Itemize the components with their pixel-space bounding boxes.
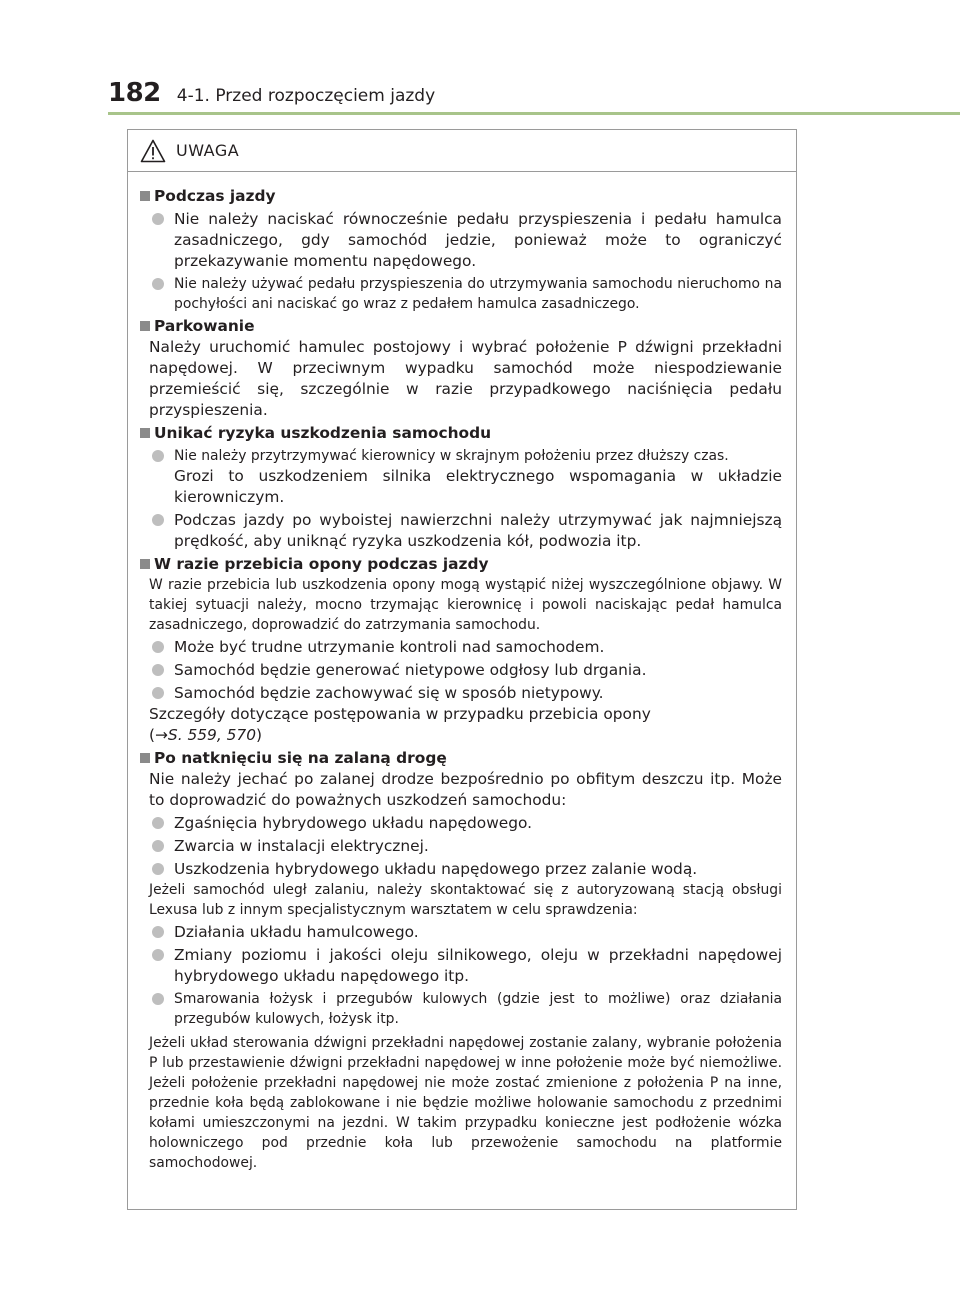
section-heading: Parkowanie (140, 316, 782, 337)
warning-header (128, 130, 796, 172)
paragraph: W razie przebicia lub uszkodzenia opony mogą wystąpić niżej wyszczególnione objawy. W takiej sytuacji należy, mocno trzymając kierownicę i powoli naciskając pedał hamulca zasadniczego, doprowadzić do zatrzymania samochodu. (149, 577, 782, 633)
bullet-item: Podczas jazdy po wyboistej nawierzchni należy utrzymywać jak najmniejszą prędkość, aby uniknąć ryzyka uszkodzenia kół, podwozia itp. (140, 510, 782, 552)
warning-content (140, 184, 782, 1173)
section-heading: Podczas jazdy (140, 186, 782, 207)
bullet-continuation: Grozi to uszkodzeniem silnika elektrycznego wspomagania w układzie kierowniczym. (174, 467, 782, 506)
bullet-item: Zwarcia w instalacji elektrycznej. (140, 836, 782, 857)
ref-open: ( (149, 726, 156, 744)
arrow-icon: → (155, 726, 168, 744)
bullet-item: Nie należy przytrzymywać kierownicy w skrajnym położeniu przez dłuższy czas. (140, 446, 782, 466)
warning-box (127, 129, 797, 1210)
paragraph: Należy uruchomić hamulec postojowy i wybrać położenie P dźwigni przekładni napędowej. W przeciwnym wypadku samochód może niespodziewanie przemieścić się, szczególnie w razie przypadkowego naciśnięcia pedału przyspieszenia. (149, 338, 782, 419)
paragraph: Nie należy jechać po zalanej drodze bezpośrednio po obfitym deszczu itp. Może to doprowadzić do poważnych uszkodzeń samochodu: (149, 770, 782, 809)
bullet-item: Samochód będzie generować nietypowe odgłosy lub drgania. (140, 660, 782, 681)
bullet-item: Nie należy naciskać równocześnie pedału przyspieszenia i pedału hamulca zasadniczego, gdy samochód jedzie, ponieważ może to ograniczyć przekazywanie momentu napędowego. (140, 209, 782, 272)
header-divider (108, 112, 960, 115)
warning-triangle-icon (140, 139, 166, 163)
paragraph: Szczegóły dotyczące postępowania w przypadku przebicia opony (149, 705, 651, 723)
page-number: 182 (108, 78, 161, 108)
section-title: 4-1. Przed rozpoczęciem jazdy (176, 86, 436, 106)
bullet-item: Smarowania łożysk i przegubów kulowych (gdzie jest to możliwe) oraz działania przegubów kulowych, łożysk itp. (140, 989, 782, 1029)
ref-close: ) (256, 726, 263, 744)
bullet-item: Uszkodzenia hybrydowego układu napędowego przez zalanie wodą. (140, 859, 782, 880)
page-reference (140, 725, 782, 746)
bullet-item: Zmiany poziomu i jakości oleju silnikowego, oleju w przekładni napędowej hybrydowego układu napędowego itp. (140, 945, 782, 987)
section-heading: Po natknięciu się na zalaną drogę (140, 748, 782, 769)
warning-title: UWAGA (176, 141, 240, 160)
bullet-item: Samochód będzie zachowywać się w sposób nietypowy. (140, 683, 782, 704)
bullet-item: Zgaśnięcia hybrydowego układu napędowego. (140, 813, 782, 834)
section-heading: Unikać ryzyka uszkodzenia samochodu (140, 423, 782, 444)
paragraph: Jeżeli samochód uległ zalaniu, należy skontaktować się z autoryzowaną stacją obsługi Lexusa lub z innym specjalistycznym warsztatem w celu sprawdzenia: (149, 882, 782, 918)
section-heading: W razie przebicia opony podczas jazdy (140, 554, 782, 575)
bullet-item: Może być trudne utrzymanie kontroli nad samochodem. (140, 637, 782, 658)
bullet-item: Nie należy używać pedału przyspieszenia do utrzymywania samochodu nieruchomo na pochyłości ani naciskać go wraz z pedałem hamulca zasadniczego. (140, 274, 782, 314)
paragraph: Jeżeli układ sterowania dźwigni przekładni napędowej zostanie zalany, wybranie położenia P lub przestawienie dźwigni przekładni napędowej w inne położenie może być niemożliwe. Jeżeli położenie przekładni napędowej nie może zostać zmienione z położenia P na inne, przednie koła będą zablokowane i nie będzie możliwe holowanie samochodu z przednimi kołami umieszczonymi na jezdni. W takim przypadku konieczne jest podłożenie wózka holowniczego pod przednie koła lub przewożenie samochodu na platformie samochodowej. (149, 1035, 782, 1171)
ref-pages[interactable]: S. 559, 570 (167, 726, 257, 744)
bullet-item: Działania układu hamulcowego. (140, 922, 782, 943)
